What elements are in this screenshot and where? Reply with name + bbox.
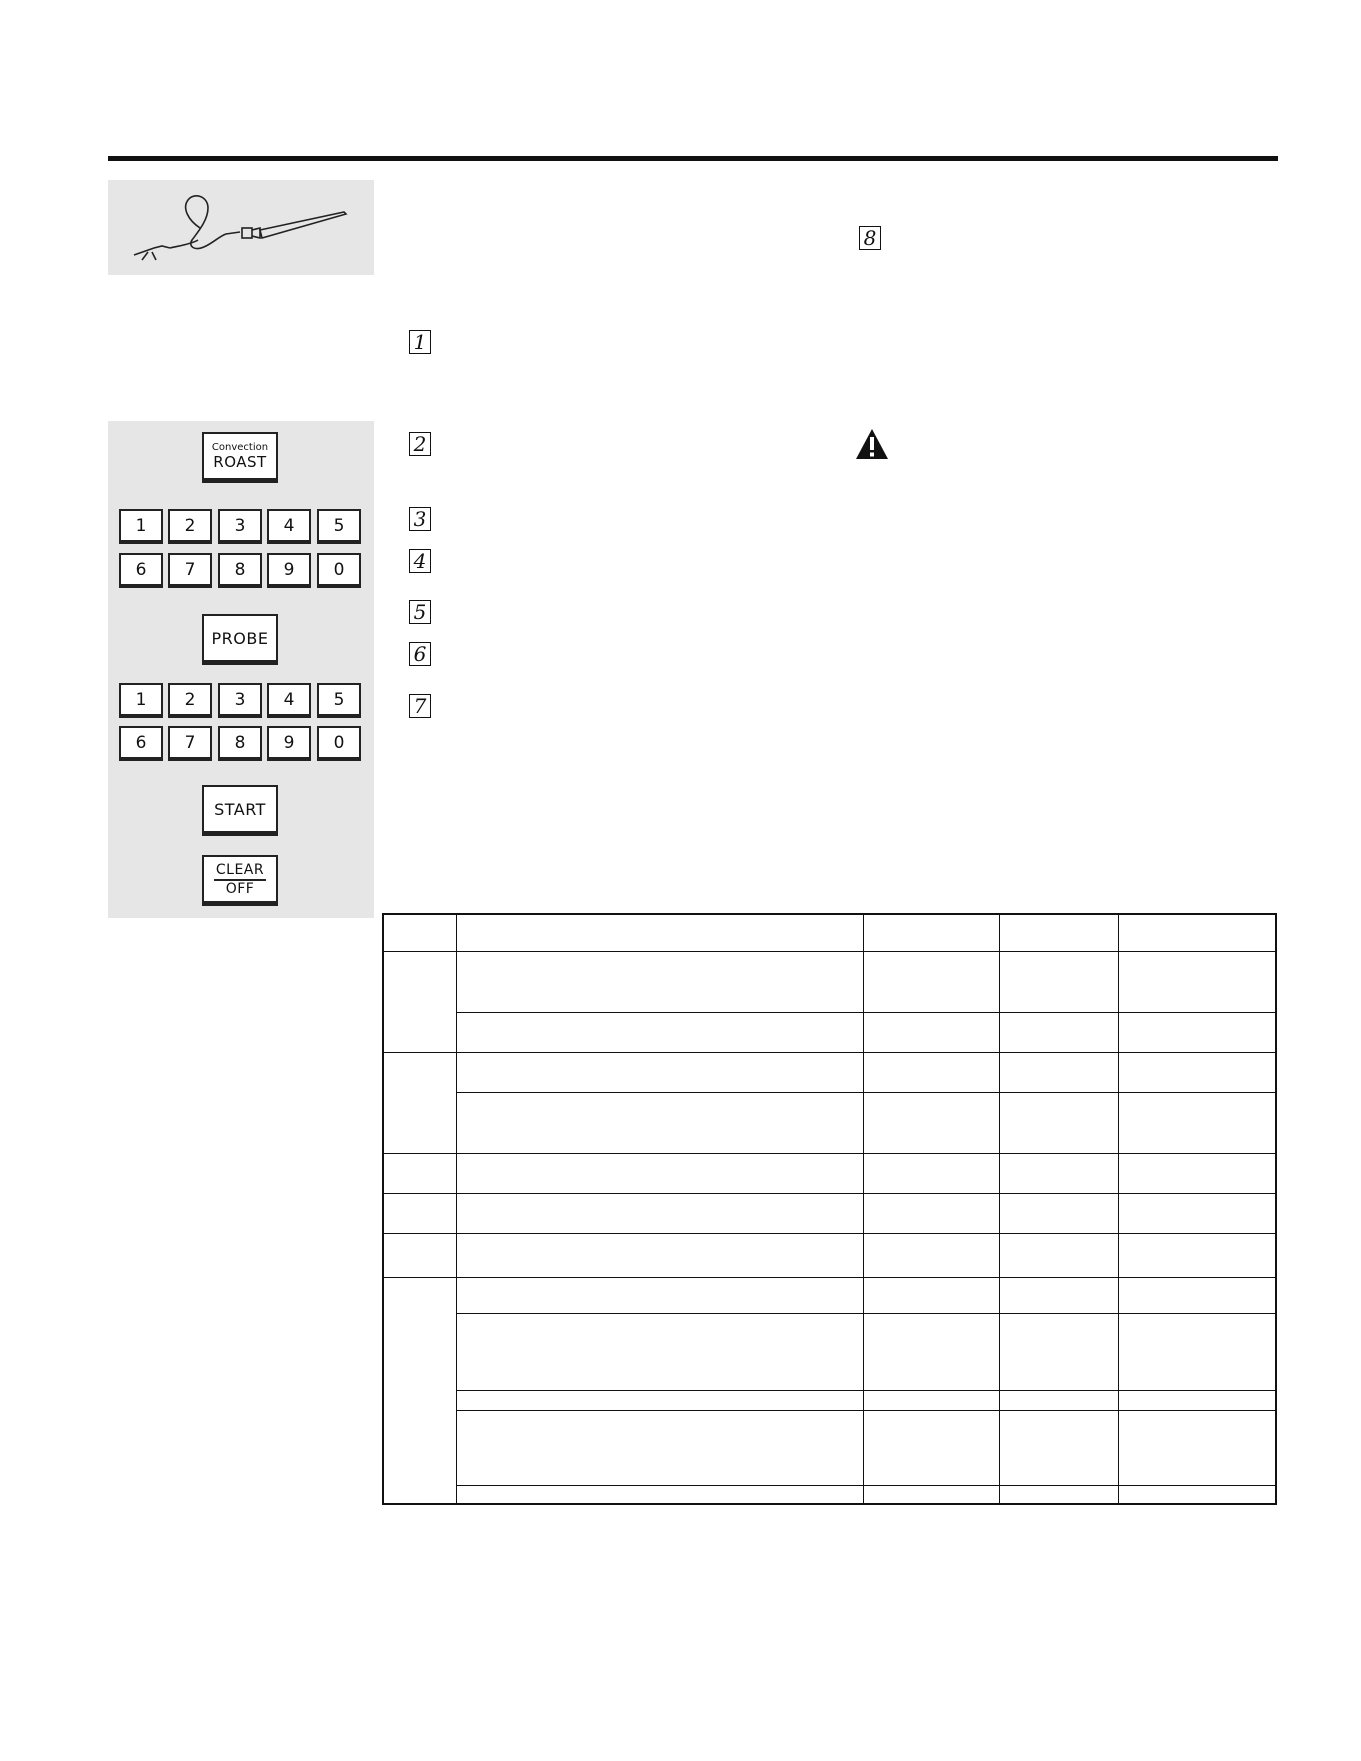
step-2-marker: 2	[409, 432, 431, 456]
number-key-9[interactable]: 9	[267, 553, 311, 586]
table-row	[383, 1390, 1276, 1410]
start-button[interactable]	[202, 785, 278, 833]
off-label: OFF	[225, 880, 255, 897]
number-key-7[interactable]: 7	[168, 553, 212, 586]
number-key-5[interactable]: 5	[317, 509, 361, 542]
step-6-marker: 6	[409, 642, 431, 666]
clear-off-button[interactable]	[202, 855, 278, 903]
top-rule	[108, 156, 1278, 161]
table-row	[383, 1193, 1276, 1233]
table-row	[383, 951, 1276, 1012]
table-row	[383, 1485, 1276, 1504]
number-key-6[interactable]: 6	[119, 553, 163, 586]
step-3-marker: 3	[409, 507, 431, 531]
number-key-7-second[interactable]: 7	[168, 726, 212, 759]
convection-roast-button[interactable]	[202, 432, 278, 480]
probe-illustration-panel	[108, 180, 374, 275]
table-row	[383, 1092, 1276, 1153]
table-row	[383, 1012, 1276, 1052]
table-row	[383, 1233, 1276, 1277]
number-key-8-second[interactable]: 8	[218, 726, 262, 759]
number-key-9-second[interactable]: 9	[267, 726, 311, 759]
table-row	[383, 1410, 1276, 1485]
convection-roast-small-label: Convection	[211, 441, 269, 453]
convection-roast-big-label: ROAST	[213, 452, 267, 471]
number-key-4[interactable]: 4	[267, 509, 311, 542]
warning-triangle-icon	[855, 428, 889, 460]
table-row	[383, 1277, 1276, 1313]
number-key-5-second[interactable]: 5	[317, 683, 361, 716]
probe-button-label: PROBE	[211, 628, 269, 648]
number-key-0-second[interactable]: 0	[317, 726, 361, 759]
number-key-2-second[interactable]: 2	[168, 683, 212, 716]
step-4-marker: 4	[409, 549, 431, 573]
table-header-row	[383, 914, 1276, 951]
number-key-0[interactable]: 0	[317, 553, 361, 586]
cooking-guide-table	[382, 913, 1277, 1505]
number-key-6-second[interactable]: 6	[119, 726, 163, 759]
meat-probe-icon	[108, 180, 374, 275]
step-7-marker: 7	[409, 694, 431, 718]
number-key-3-second[interactable]: 3	[218, 683, 262, 716]
number-key-1-second[interactable]: 1	[119, 683, 163, 716]
start-button-label: START	[214, 799, 266, 819]
step-8-marker: 8	[859, 226, 881, 250]
number-key-1[interactable]: 1	[119, 509, 163, 542]
number-key-8[interactable]: 8	[218, 553, 262, 586]
step-5-marker: 5	[409, 600, 431, 624]
table-row	[383, 1313, 1276, 1390]
table-row	[383, 1052, 1276, 1092]
table-row	[383, 1153, 1276, 1193]
number-key-2[interactable]: 2	[168, 509, 212, 542]
clear-label: CLEAR	[214, 862, 266, 881]
keypad-panel	[108, 421, 374, 918]
probe-button[interactable]	[202, 614, 278, 662]
number-key-4-second[interactable]: 4	[267, 683, 311, 716]
number-key-3[interactable]: 3	[218, 509, 262, 542]
step-1-marker: 1	[409, 330, 431, 354]
